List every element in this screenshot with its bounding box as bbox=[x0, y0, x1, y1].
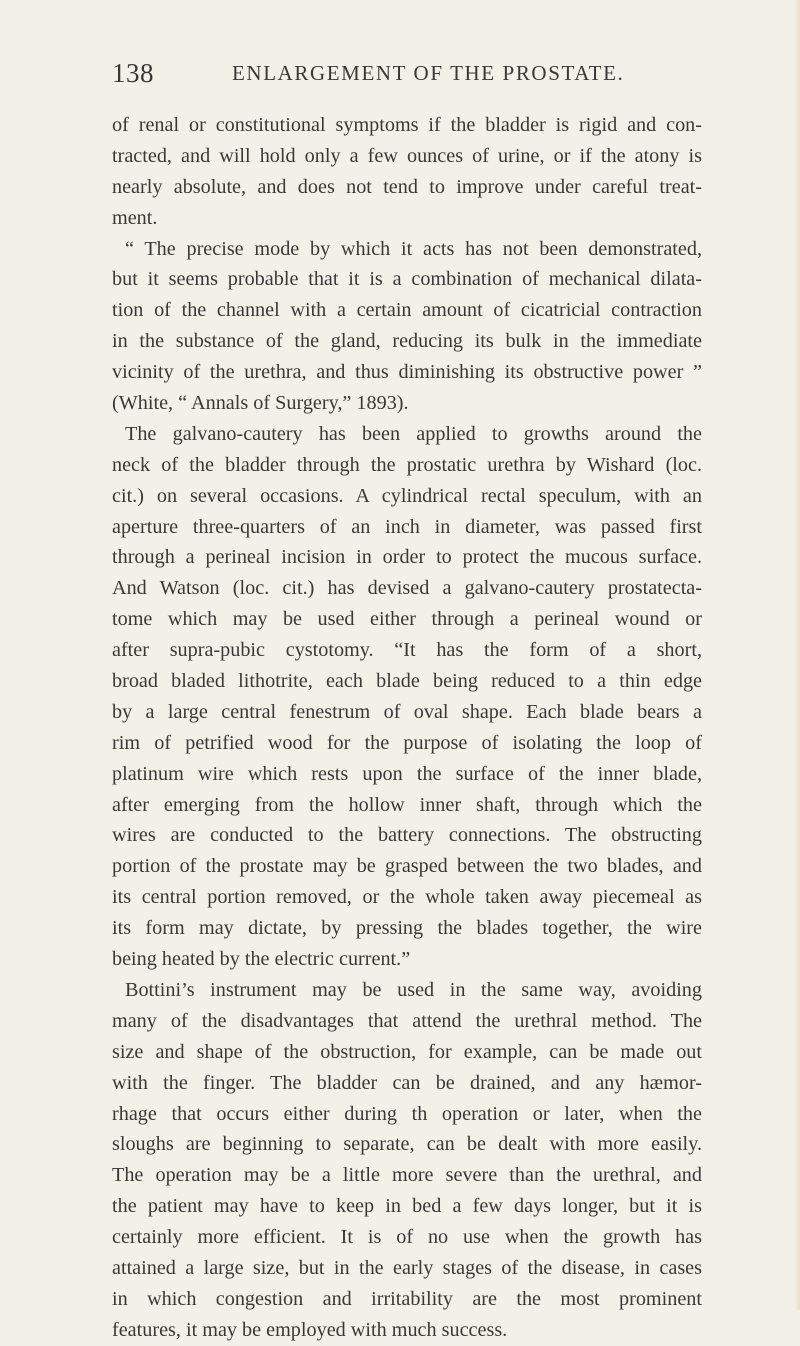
text-line: in the substance of the gland, reducing its bulk in the immediate bbox=[112, 330, 702, 353]
text-line: vicinity of the urethra, and thus diminishing its obstructive power ” bbox=[112, 361, 702, 384]
text-line: portion of the prostate may be grasped between the two blades, and bbox=[112, 855, 702, 878]
text-line: neck of the bladder through the prostatic urethra by Wishard (loc. bbox=[112, 453, 702, 476]
text-line: tracted, and will hold only a few ounces of urine, or if the atony is bbox=[112, 144, 702, 167]
text-line: ment. bbox=[112, 206, 158, 229]
text-line: certainly more efficient. It is of no use when the growth has bbox=[112, 1226, 702, 1249]
page-number: 138 bbox=[112, 58, 154, 88]
text-line: by a large central fenestrum of oval shape. Each blade bears a bbox=[112, 700, 702, 723]
body-text bbox=[112, 110, 702, 1346]
text-line: after supra-pubic cystotomy. “It has the form of a short, bbox=[112, 639, 702, 662]
text-line: broad bladed lithotrite, each blade being reduced to a thin edge bbox=[112, 670, 702, 693]
text-line: Bottini’s instrument may be used in the same way, avoiding bbox=[125, 978, 702, 1001]
text-line: (White, “ Annals of Surgery,” 1893). bbox=[112, 392, 409, 415]
text-line: attained a large size, but in the early stages of the disease, in cases bbox=[112, 1256, 702, 1279]
running-title: ENLARGEMENT OF THE PROSTATE. bbox=[232, 61, 625, 85]
text-line: rhage that occurs either during th operation or later, when the bbox=[112, 1102, 702, 1125]
text-line: in which congestion and irritability are the most prominent bbox=[112, 1287, 702, 1310]
text-line: sloughs are beginning to separate, can be dealt with more easily. bbox=[112, 1133, 702, 1156]
text-line: tome which may be used either through a perineal wound or bbox=[112, 608, 702, 631]
text-line: wires are conducted to the battery connections. The obstructing bbox=[112, 824, 702, 847]
text-line: of renal or constitutional symptoms if the bladder is rigid and con- bbox=[112, 114, 702, 136]
text-line: its form may dictate, by pressing the blades together, the wire bbox=[112, 917, 702, 940]
text-line: platinum wire which rests upon the surface of the inner blade, bbox=[112, 762, 702, 785]
text-line: its central portion removed, or the whole taken away piecemeal as bbox=[112, 886, 702, 909]
text-line: And Watson (loc. cit.) has devised a galvano-cautery prostatecta- bbox=[112, 577, 702, 600]
text-line: The galvano-cautery has been applied to growths around the bbox=[125, 422, 702, 445]
text-line: The operation may be a little more severe than the urethral, and bbox=[112, 1164, 702, 1187]
text-line: nearly absolute, and does not tend to improve under careful treat- bbox=[112, 175, 702, 198]
text-line: cit.) on several occasions. A cylindrical rectal speculum, with an bbox=[112, 484, 702, 507]
text-line: rim of petrified wood for the purpose of isolating the loop of bbox=[112, 731, 702, 754]
text-line: through a perineal incision in order to protect the mucous surface. bbox=[112, 546, 702, 569]
page-edge bbox=[794, 0, 800, 1310]
text-line: being heated by the electric current.” bbox=[112, 948, 411, 971]
text-line: features, it may be employed with much success. bbox=[112, 1318, 508, 1341]
text-line: size and shape of the obstruction, for example, can be made out bbox=[112, 1040, 702, 1063]
text-line: the patient may have to keep in bed a few days longer, but it is bbox=[112, 1195, 702, 1218]
running-head bbox=[112, 58, 712, 92]
text-line: but it seems probable that it is a combination of mechanical dilata- bbox=[112, 268, 702, 291]
text-line: many of the disadvantages that attend the urethral method. The bbox=[112, 1009, 702, 1032]
text-line: aperture three-quarters of an inch in diameter, was passed first bbox=[112, 515, 702, 538]
text-line: after emerging from the hollow inner shaft, through which the bbox=[112, 793, 702, 816]
text-line: with the finger. The bladder can be drained, and any hæmor- bbox=[112, 1071, 702, 1094]
text-line: tion of the channel with a certain amount of cicatricial contraction bbox=[112, 299, 702, 322]
text-line: “ The precise mode by which it acts has not been demonstrated, bbox=[125, 237, 702, 260]
